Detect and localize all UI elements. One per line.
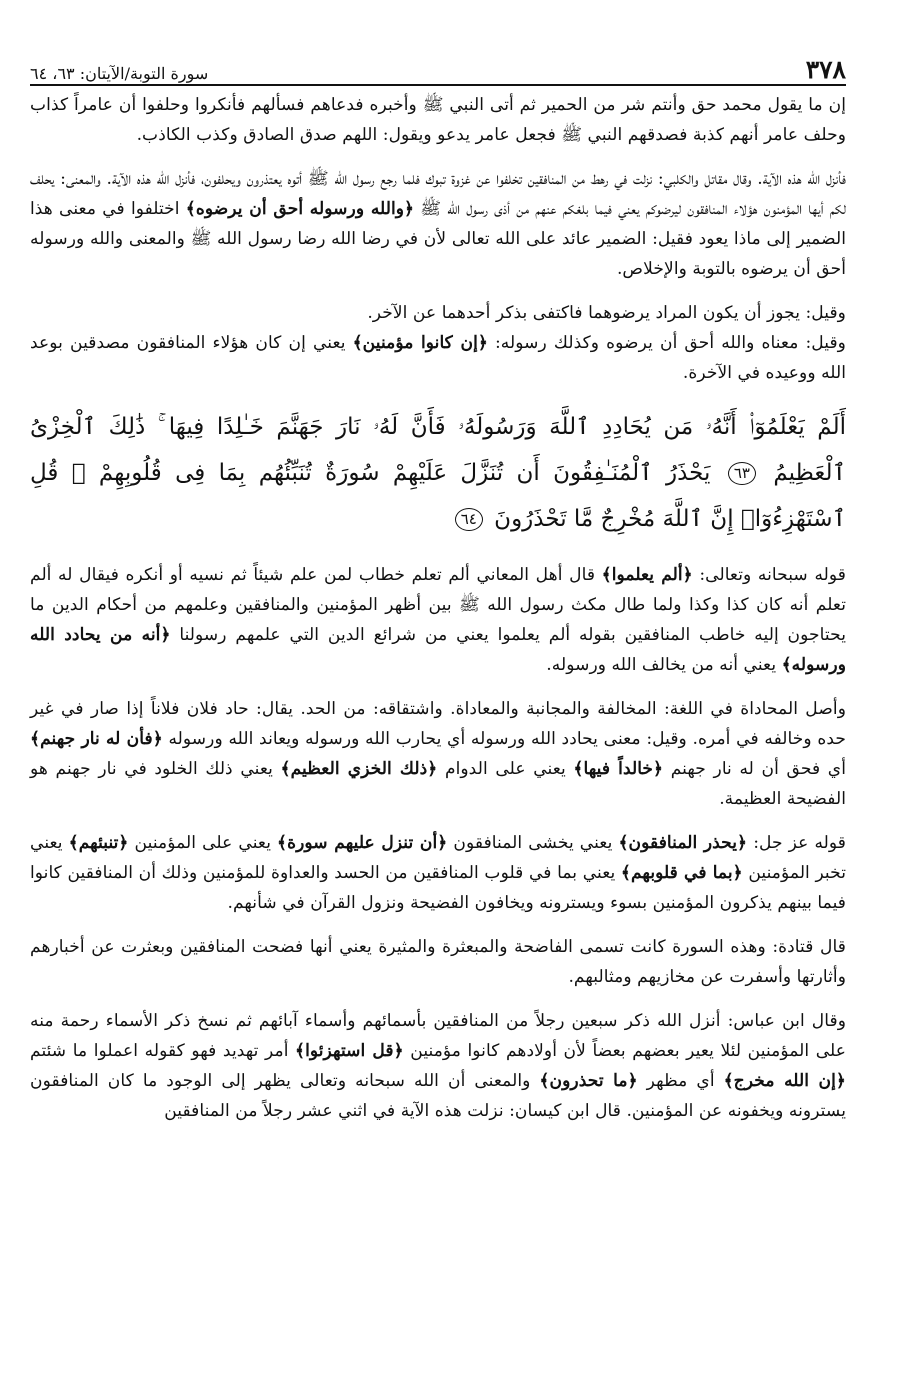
text-run: يعني ذلك الخلود في نار جهنم هو الفضيحة العظيمة. [30,759,846,809]
text-run: يعني تخبر المؤمنين [30,833,846,883]
text-run: إن ما يقول محمد حق وأنتم شر من الحمير ثم أتى النبي ﷺ وأخبره فدعاهم فسألهم فأنكروا وحلفوا أن عامراً كذاب وحلف عامر أنهم كذبة فصدقهم النبي ﷺ فجعل عامر يدعو ويقول: اللهم صدق الصادق وكذب الكاذب. [30,95,846,145]
text-run: أي مظهر [637,1071,724,1091]
quran-verse [30,404,846,542]
text-run: وأصل المحاداة في اللغة: المخالفة والمجانبة والمعاداة. واشتقاقه: من الحد. يقال: حاد فلان فلاناً إذا صار في غير حده وخالفه في أمره. وقيل: معنى يحادد الله ورسوله أي يحارب الله ورسوله ويعاند الله ورسوله [30,699,846,749]
running-title: سورة التوبة/الآيتان: ٦٣، ٦٤ [30,64,209,83]
paragraph [30,164,846,284]
text-run: يعني يخشى المنافقون [447,833,619,853]
quoted-verse-phrase: ﴿يحذر المنافقون﴾ [618,833,748,853]
text-run: وقيل: يجوز أن يكون المراد يرضوهما فاكتفى بذكر أحدهما عن الآخر. [367,303,846,323]
text-run: وقال ابن عباس: أنزل الله ذكر سبعين رجلاً من المنافقين بأسمائهم وأسماء آبائهم ثم نسخ ذكر الأسماء رحمة منه على المؤمنين لئلا يعير بعضهم بعضاً لأن أولادهم كانوا مؤمنين [30,1011,846,1061]
text-run: قال أهل المعاني ألم تعلم خطاب لمن علم شيئاً ثم نسيه أو أنكره فيقال له ألم تعلم أنه كان كذا وكذا ولما طال مكث رسول الله ﷺ بين أظهر المؤمنين والمنافقين وعلمهم من أحكام الدين ما يحتاجون إليه خاطب المنافقين بقوله ألم يعلموا يعني من شرائع الدين التي علمهم رسولنا [30,565,846,645]
page-number: ٣٧٨ [805,55,846,84]
commentary-bottom [30,560,846,1126]
quoted-verse-phrase: ﴿أن تنزل عليهم سورة﴾ [277,833,448,853]
commentary-top [30,90,846,388]
quoted-verse-phrase: ﴿إن كانوا مؤمنين﴾ [352,333,488,353]
text-run: قوله سبحانه وتعالى: [692,565,846,585]
paragraph [30,932,846,992]
verse-text-63: أَلَمْ يَعْلَمُوٓا۟ أَنَّهُۥ مَن يُحَادِدِ ٱللَّهَ وَرَسُولَهُۥ فَأَنَّ لَهُۥ نَارَ جَهَنَّمَ خَـٰلِدًا فِيهَا ۚ ذَٰلِكَ ٱلْخِزْىُ ٱلْعَظِيمُ [30,414,847,486]
text-run: يعني إن كان هؤلاء المنافقون مصدقين بوعد الله ووعيده في الآخرة. [30,333,846,383]
text-run: يعني بما في قلوب المنافقين من الحسد والعداوة للمؤمنين وذلك أن المنافقين كانوا فيما بينهم يذكرون المؤمنين بسوء ويسترونه ويخافون الفضيحة ونزول القرآن في شأنهم. [30,863,846,913]
text-run: يعني على المؤمنين [128,833,278,853]
quoted-verse-phrase: ﴿ألم يعلموا﴾ [601,565,693,585]
text-run: يعني على الدوام [437,759,574,779]
quoted-verse-phrase: ﴿قل استهزئوا﴾ [295,1041,404,1061]
text-run: اختلفوا في معنى هذا الضمير إلى ماذا يعود فقيل: الضمير عائد على الله تعالى لأن في رضا الله رضا رسول الله ﷺ والمعنى والله ورسوله أحق أن يرضوه بالتوبة والإخلاص. [30,199,846,279]
quoted-verse-phrase: ﴿فأن له نار جهنم﴾ [30,729,163,749]
quoted-verse-phrase: ﴿والله ورسوله أحق أن يرضوه﴾ [185,199,415,219]
book-page [30,52,846,1126]
text-run: والمعنى أن الله سبحانه وتعالى يظهر إلى الوجود ما كان المنافقون يسترونه ويخفونه عن المؤمنين. قال ابن كيسان: نزلت هذه الآية في اثني عشر رجلاً من المنافقين [30,1071,846,1121]
paragraph [30,298,846,328]
paragraph [30,560,846,680]
text-run: فأنزل الله هذه الآية. وقال مقاتل والكلبي: نزلت في رهط من المنافقين تخلفوا عن غزوة تبوك فلما رجع رسول الله ﷺ أتوه يعتذرون ويحلفون، فأنزل الله هذه الآية. والمعنى: يحلف لكم أيها المؤمنون هؤلاء المنافقون ليرضوكم يعني فيما بلغكم عنهم من أذى رسول الله ﷺ [30,169,846,219]
quoted-verse-phrase: ﴿خالداً فيها﴾ [573,759,664,779]
text-run: يعني أنه من يخالف الله ورسوله. [546,655,782,675]
paragraph [30,328,846,388]
paragraph [30,90,846,150]
quoted-verse-phrase: ﴿إن الله مخرج﴾ [723,1071,846,1091]
text-run: أمر تهديد فهو كقوله اعملوا ما شئتم [30,1041,296,1061]
paragraph [30,694,846,814]
paragraph [30,1006,846,1126]
quoted-verse-phrase: ﴿أنه من يحادد الله ورسوله﴾ [30,625,846,675]
quoted-verse-phrase: ﴿ما تحذرون﴾ [539,1071,638,1091]
text-run: قال قتادة: وهذه السورة كانت تسمى الفاضحة والمبعثرة والمثيرة يعني أنها فضحت المنافقين وبعثرت عن أخبارهم وأثارتها وأسفرت عن مخازيهم ومثالبهم. [30,937,846,987]
ayah-number-marker: ٦٣ [728,462,756,485]
verse-text-64: يَحْذَرُ ٱلْمُنَـٰفِقُونَ أَن تُنَزَّلَ عَلَيْهِمْ سُورَةٌ تُنَبِّئُهُم بِمَا فِى قُلُوبِهِمْ ۚ قُلِ ٱسْتَهْزِءُوٓا۟ إِنَّ ٱللَّهَ مُخْرِجٌ مَّا تَحْذَرُونَ [30,460,846,532]
quoted-verse-phrase: ﴿ذلك الخزي العظيم﴾ [280,759,438,779]
paragraph [30,828,846,918]
text-run: قوله عز جل: [747,833,847,853]
text-run: وقيل: معناه والله أحق أن يرضوه وكذلك رسوله: [487,333,846,353]
ayah-number-marker: ٦٤ [455,508,483,531]
page-header [30,52,846,86]
quoted-verse-phrase: ﴿بما في قلوبهم﴾ [620,863,743,883]
quoted-verse-phrase: ﴿تنبئهم﴾ [68,833,129,853]
text-run: أي فحق أن له نار جهنم [663,759,846,779]
